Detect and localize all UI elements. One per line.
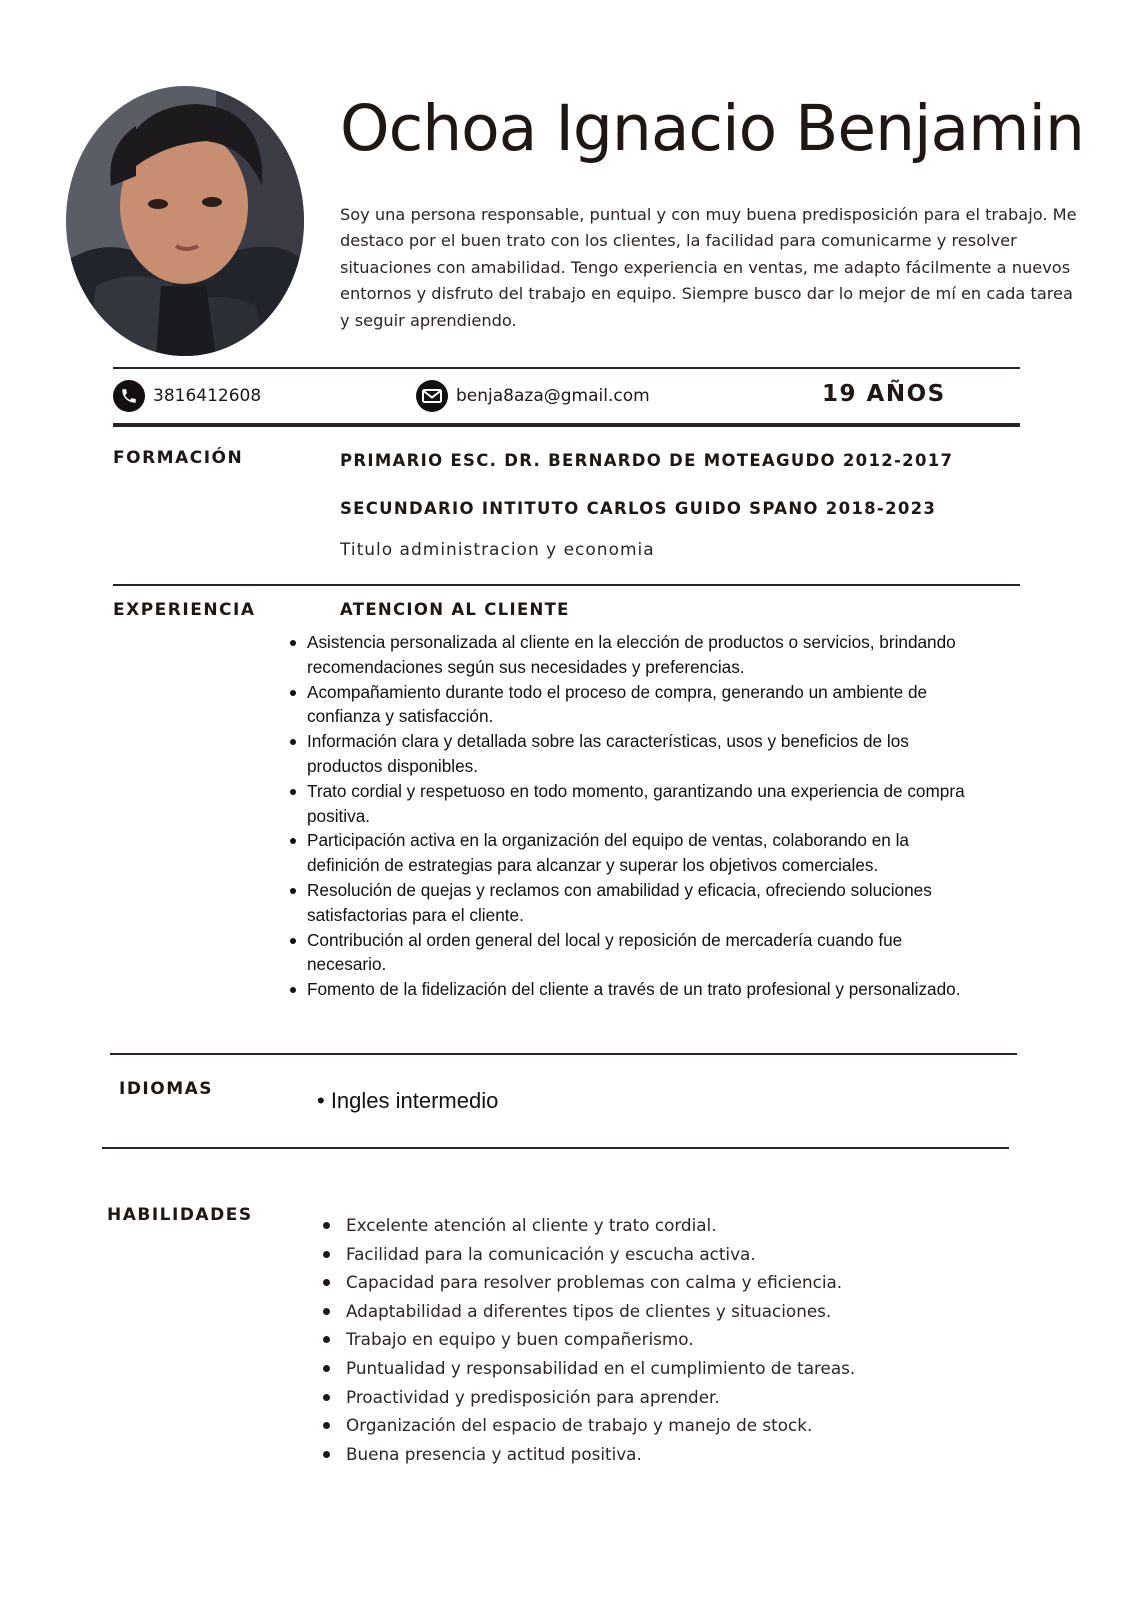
phone-number: 3816412608 (153, 386, 262, 406)
phone-icon (113, 380, 145, 412)
idiomas-divider (102, 1147, 1009, 1149)
secundario-entry: SECUNDARIO INTITUTO CARLOS GUIDO SPANO 2018-2023 (340, 499, 937, 518)
list-item: Proactividad y predisposición para aprender. (346, 1383, 1046, 1412)
experiencia-heading: EXPERIENCIA (113, 600, 256, 620)
list-item: Capacidad para resolver problemas con calma y eficiencia. (346, 1268, 1046, 1297)
formacion-heading: FORMACIÓN (113, 448, 244, 468)
list-item: Trato cordial y respetuoso en todo momento, garantizando una experiencia de compra positiva. (307, 779, 967, 829)
formacion-divider (113, 584, 1020, 586)
mail-icon (416, 380, 448, 412)
experiencia-divider (110, 1053, 1017, 1055)
list-item: Adaptabilidad a diferentes tipos de clientes y situaciones. (346, 1297, 1046, 1326)
list-item: Información clara y detallada sobre las características, usos y beneficios de los productos disponibles. (307, 729, 967, 779)
phone-contact[interactable] (113, 380, 261, 412)
list-item: Acompañamiento durante todo el proceso de compra, generando un ambiente de confianza y satisfacción. (307, 680, 967, 730)
habilidades-heading: HABILIDADES (107, 1205, 253, 1225)
idiomas-heading: IDIOMAS (119, 1079, 214, 1099)
profile-summary: Soy una persona responsable, puntual y con muy buena predisposición para el trabajo. Me destaco por el buen trato con los clientes, la facilidad para comunicarme y resolver situaciones con amabilidad. Tengo experiencia en ventas, me adapto fácilmente a nuevos entornos y disfruto del trabajo en equipo. Siempre busco dar lo mejor de mí en cada tarea y seguir aprendiendo. (340, 205, 1077, 330)
habilidades-list (346, 1211, 1046, 1468)
list-item: Excelente atención al cliente y trato cordial. (346, 1211, 1046, 1240)
list-item: Fomento de la fidelización del cliente a través de un trato profesional y personalizado. (307, 977, 967, 1002)
list-item: Contribución al orden general del local y reposición de mercadería cuando fue necesario. (307, 928, 967, 978)
list-item: Asistencia personalizada al cliente en la elección de productos o servicios, brindando recomendaciones según sus necesidades y preferencias. (307, 630, 967, 680)
email-contact[interactable] (416, 380, 650, 412)
experiencia-role: ATENCION AL CLIENTE (340, 600, 570, 619)
idioma-item: • Ingles intermedio (317, 1088, 499, 1113)
candidate-name: Ochoa Ignacio Benjamin (340, 92, 1084, 165)
contact-top-divider (113, 367, 1020, 369)
experiencia-list (307, 630, 967, 1002)
titulo-entry: Titulo administracion y economia (340, 540, 655, 560)
list-item: Participación activa en la organización del equipo de ventas, colaborando en la definición de estrategias para alcanzar y superar los objetivos comerciales. (307, 828, 967, 878)
age-label: 19 AÑOS (822, 381, 946, 407)
list-item: Trabajo en equipo y buen compañerismo. (346, 1325, 1046, 1354)
contact-bottom-divider (113, 423, 1020, 427)
email-address: benja8aza@gmail.com (456, 386, 650, 406)
list-item: Facilidad para la comunicación y escucha activa. (346, 1240, 1046, 1269)
list-item: Organización del espacio de trabajo y manejo de stock. (346, 1411, 1046, 1440)
list-item: Buena presencia y actitud positiva. (346, 1440, 1046, 1469)
profile-photo (66, 86, 304, 356)
list-item: Resolución de quejas y reclamos con amabilidad y eficacia, ofreciendo soluciones satisfactorias para el cliente. (307, 878, 967, 928)
list-item: Puntualidad y responsabilidad en el cumplimiento de tareas. (346, 1354, 1046, 1383)
primario-entry: PRIMARIO ESC. DR. BERNARDO DE MOTEAGUDO 2012-2017 (340, 451, 954, 470)
